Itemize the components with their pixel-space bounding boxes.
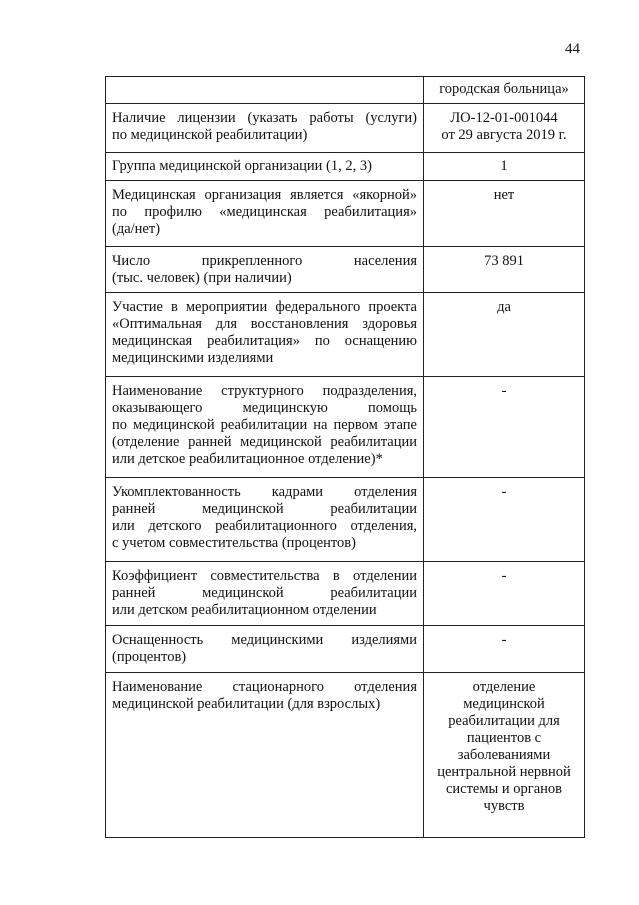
value-text: центральной нервной <box>437 764 571 780</box>
label-text: медицинскими изделиями <box>112 350 274 366</box>
label-text: Участие в мероприятии федерального проекта <box>112 299 417 315</box>
value-cell <box>424 562 585 626</box>
label-text: Наименование стационарного отделения <box>112 679 417 695</box>
label-text: медицинской реабилитации (для взрослых) <box>112 696 381 712</box>
label-text: Наличие лицензии (указать работы (услуги) <box>112 110 417 126</box>
value-text: нет <box>493 187 515 203</box>
label-cell <box>106 77 424 104</box>
label-cell <box>106 104 424 153</box>
label-cell <box>106 247 424 293</box>
value-cell <box>424 626 585 673</box>
label-text: по медицинской реабилитации) <box>112 127 308 143</box>
label-text: Группа медицинской организации (1, 2, 3) <box>112 158 372 174</box>
label-text: Укомплектованность кадрами отделения <box>112 484 417 500</box>
value-text: медицинской <box>463 696 545 712</box>
label-text: или детского реабилитационного отделения, <box>112 518 417 534</box>
label-text: медицинская реабилитация» по оснащению <box>112 333 417 349</box>
value-text: 1 <box>500 158 508 174</box>
label-text: (отделение ранней медицинской реабилитации <box>112 434 417 450</box>
table-row <box>106 181 585 247</box>
label-text: (процентов) <box>112 649 187 665</box>
label-text: «Оптимальная для восстановления здоровья <box>112 316 417 332</box>
value-text: пациентов с <box>466 730 542 746</box>
table-row <box>106 293 585 377</box>
label-text: Оснащенность медицинскими изделиями <box>112 632 417 648</box>
value-text: системы и органов <box>445 781 563 797</box>
page-number: 44 <box>565 41 580 57</box>
value-text: от 29 августа 2019 г. <box>441 127 567 143</box>
label-text: ранней медицинской реабилитации <box>112 585 417 601</box>
table-row <box>106 77 585 104</box>
table-row <box>106 562 585 626</box>
value-text: реабилитации для <box>448 713 560 729</box>
value-text: отделение <box>472 679 536 695</box>
value-cell <box>424 293 585 377</box>
label-text: оказывающего медицинскую помощь <box>112 400 417 416</box>
table-row <box>106 104 585 153</box>
value-text: - <box>501 568 507 584</box>
label-cell <box>106 153 424 181</box>
label-text: по медицинской реабилитации на первом этапе <box>112 417 417 433</box>
label-text: Коэффициент совместительства в отделении <box>112 568 417 584</box>
value-cell <box>424 478 585 562</box>
label-text: или детское реабилитационное отделение)* <box>112 451 383 467</box>
label-cell <box>106 673 424 838</box>
form-table <box>105 76 585 838</box>
label-text: с учетом совместительства (процентов) <box>112 535 356 551</box>
value-cell <box>424 673 585 838</box>
value-cell <box>424 77 585 104</box>
value-text: городская больница» <box>439 81 569 97</box>
value-text: - <box>501 383 507 399</box>
label-cell <box>106 562 424 626</box>
table-row <box>106 153 585 181</box>
label-cell <box>106 478 424 562</box>
value-text: ЛО-12-01-001044 <box>450 110 558 126</box>
label-text: (тыс. человек) (при наличии) <box>112 270 292 286</box>
label-text: или детском реабилитационном отделении <box>112 602 377 618</box>
label-cell <box>106 293 424 377</box>
table-row <box>106 377 585 478</box>
label-text: ранней медицинской реабилитации <box>112 501 417 517</box>
label-cell <box>106 377 424 478</box>
value-text: да <box>497 299 511 315</box>
value-cell <box>424 377 585 478</box>
label-text: Число прикрепленного населения <box>112 253 417 269</box>
table-row <box>106 478 585 562</box>
value-text: 73 891 <box>484 253 524 269</box>
value-text: чувств <box>483 798 525 814</box>
value-text: - <box>501 632 507 648</box>
value-cell <box>424 181 585 247</box>
label-cell <box>106 626 424 673</box>
label-cell <box>106 181 424 247</box>
label-text: (да/нет) <box>112 221 161 237</box>
table-row <box>106 673 585 838</box>
label-text: Медицинская организация является «якорной» <box>112 187 417 203</box>
table-row <box>106 247 585 293</box>
table-row <box>106 626 585 673</box>
value-cell <box>424 153 585 181</box>
value-cell <box>424 247 585 293</box>
value-text: заболеваниями <box>457 747 551 763</box>
label-text: по профилю «медицинская реабилитация» <box>112 204 417 220</box>
label-text: Наименование структурного подразделения, <box>112 383 417 399</box>
value-cell <box>424 104 585 153</box>
value-text: - <box>501 484 507 500</box>
